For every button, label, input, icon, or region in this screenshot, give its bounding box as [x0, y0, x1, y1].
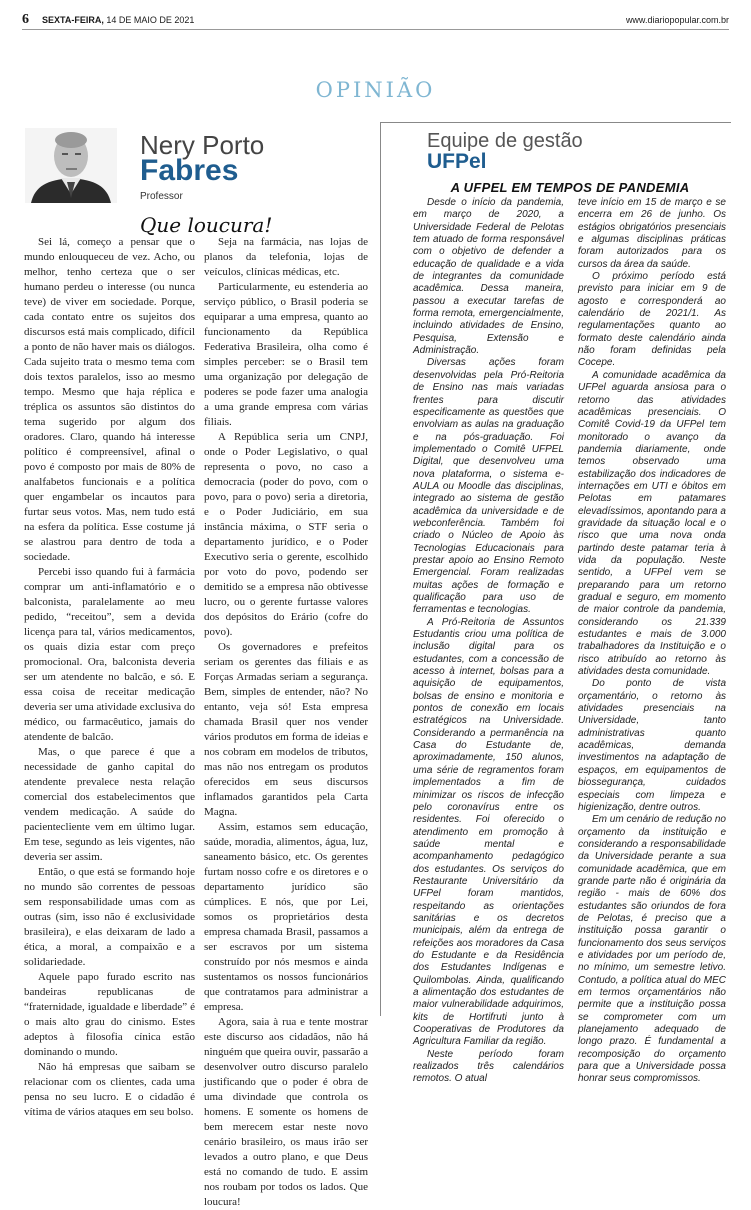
sidebar-paragraph: teve início em 15 de março e se encerra em 26 de junho. Os estágios obrigatórios presenciais e algumas disciplinas práticas foram autorizados para os cursos da área da saúde.: [578, 197, 726, 270]
article-paragraph: Agora, saia à rua e tente mostrar este discurso aos cidadãos, não há ninguém que queira ouvir, passarão a desenvolver outro discurso paralelo justificando que o poder é obra de uma divindade que controla os homens. E somente os homens de bem merecem estar neste novo cenário brasileiro, os maus irão ser levados a outro plano, e que Deus está no comando de tudo. E assim nos roubam por todos os lados. Que loucura!: [204, 1016, 368, 1208]
author-photo: [25, 128, 117, 203]
sidebar-column-2: [578, 197, 726, 1086]
sidebar-paragraph: Do ponto de vista orçamentário, o retorno às atividades presenciais na Universidade, tanto administrativas quanto acadêmicas, demanda investimentos na adaptação de espaços, em equipamentos de biossegurança, cuidados especiais com limpeza e higienização, dentre outros.: [578, 678, 726, 813]
author-first-name: Nery Porto: [140, 130, 265, 160]
article-paragraph: Aquele papo furado escrito nas bandeiras republicanas de “fraternidade, igualdade e liberdade” é o mais alto grau do cinismo. Estes adeptos à filosofia cínica estão dominando o mundo.: [24, 971, 195, 1058]
sidebar-paragraph: Em um cenário de redução no orçamento da instituição e considerando a responsabilidade da Universidade perante a sua comunidade acadêmica, que em grande parte não é originária da região - mais de 60% dos estudantes são oriundos de fora de Pelotas, é preciso que a instituição possa garantir o funcionamento dos seus serviços e atividades por um período de, no mínimo, um semestre letivo. Contudo, a política atual do MEC em termos orçamentários não permite que a instituição possa se comprometer com um planejamento adequado de longo prazo. É fundamental a recomposição do orçamento para que a Universidade possa honrar seus compromissos.: [578, 814, 726, 1085]
page-number: 6: [22, 12, 29, 27]
article-paragraph: Assim, estamos sem educação, saúde, moradia, alimentos, água, luz, saneamento básico, etc. Os gerentes furtam nosso cofre e os diretores e o departamento jurídico são cúmplices. E nós, que por Lei, somos os proprietários desta empresa chamada Brasil, passamos a ser escravos por um sistema construído por nós mesmos e ainda sustentamos os nossos funcionários que contratamos para administrar a empresa.: [204, 821, 368, 1013]
author-role: Professor: [140, 191, 183, 202]
sidebar-paragraph: Diversas ações foram desenvolvidas pela Pró-Reitoria de Ensino nas mais variadas frentes para discutir especificamente as questões que envolviam as aulas na graduação e na pós-graduação. Foi implementado o Comitê UFPEL Digital, que desenvolveu uma nova plataforma, o sistema e-AULA ou Moodle das disciplinas, integrado ao sistema de gestão acadêmica da universidade e de webconferência. Também foi criado o Núcleo de Apoio às Tecnologias Educacionais para prestar apoio ao Ensino Remoto Emergencial. Foram realizadas muitas ações de formação e qualificação para uso de ferramentas e tecnologias.: [413, 357, 564, 616]
sidebar-headline: A UFPEL EM TEMPOS DE PANDEMIA: [450, 180, 690, 195]
article-title: Que loucura!: [140, 213, 273, 237]
article-paragraph: Seja na farmácia, nas lojas de planos da telefonia, lojas de veículos, clínicas médicas, etc.: [204, 236, 368, 278]
author-last-name: Fabres: [140, 154, 239, 187]
date-text: 14 DE MAIO DE 2021: [106, 15, 195, 25]
issue-date: [42, 15, 194, 25]
article-paragraph: Sei lá, começo a pensar que o mundo enlouqueceu de vez. Acho, ou melhor, tenho certeza que o ser humano perdeu o interesse (ou nunca teve) de viver em sociedade. Porque, cada contato entre os sujeitos dos discursos está mais complicado, difícil a ponto de não haver mais os diálogos. Cada sujeito trata o mesmo tema com dois textos paralelos, isso ao mesmo tempo. Mesmo que haja réplica e tréplica os assuntos são distintos do tema sugerido por algum dos oradores. Claro, quando há interesse político é compreensível, afinal o povo é composto por mais de 80% de analfabetos funcionais e a política quer engambelar os incautos para furtar seus votos. Mas, nem tudo está na esfera da política. Esse costume já se alastrou para dentro de toda a sociedade.: [24, 236, 195, 563]
article-paragraph: Particularmente, eu estenderia ao serviço público, o Brasil poderia se equiparar a uma empresa, quanto ao funcionamento da República Federativa Brasileira, olha como é simples perceber: se o Brasil tem uma organização por delegação de poderes se pode fazer uma analogia a uma grande empresa com várias filiais.: [204, 281, 368, 428]
article-paragraph: Os governadores e prefeitos seriam os gerentes das filiais e as Forças Armadas seriam a segurança. Bem, simples de entender, não? No entanto, veja só! Esta empresa chamada Brasil quer nos vender vários produtos em forma de ideias e nos cobram em modelos de tributos, mas não nos entregam os produtos oferecidos em seus discursos inflamados garantidos pela Carta Magna.: [204, 641, 368, 818]
sidebar-paragraph: Neste período foram realizados três calendários remotos. O atual: [413, 1048, 564, 1085]
article-column-1: [24, 235, 195, 1120]
article-paragraph: Não há empresas que saibam se relacionar com os clientes, cada uma pensa no seu lucro. E o cidadão é vítima de vários ataques em seu bolso.: [24, 1061, 195, 1118]
sidebar-paragraph: A Pró-Reitoria de Assuntos Estudantis criou uma política de inclusão digital para os estudantes, com a concessão de acesso à internet, bolsas para a aquisição de equipamentos, bolsas de ensino e monitoria e pontos de conexão em locais estratégicos na Universidade. Considerando a permanência na Casa do Estudante de, aproximadamente, 150 alunos, uma série de regramentos foram implementados a fim de minimizar os riscos de infecção pelo coronavírus entre os residentes. Foi oferecido o atendimento em promoção à saúde mental e acompanhamento pedagógico dos estudantes. Os serviços do Restaurante Universitário da UFPel foram mantidos, respeitando as orientações sanitárias e os decretos municipais, além da entrega de refeições aos moradores da Casa do Estudante e da Residência dos Estudantes Indígenas e Quilombolas. Ainda, qualificando a alimentação dos estudantes de maior vulnerabilidade adquirimos, kits de Hortifruti junto à Cooperativas de Produtores da Agricultura Familiar da região.: [413, 616, 564, 1048]
sidebar-title-line2: UFPel: [427, 150, 487, 173]
article-paragraph: Mas, o que parece é que a necessidade de ganho capital do atendente prevalece nesta relação comercial dos estabelecimentos que vendem medicação. A saúde do pacientecliente vem em último lugar. Em tese, segundo as leis vigentes, não deveria ser assim.: [24, 746, 195, 863]
sidebar-paragraph: O próximo período está previsto para iniciar em 9 de agosto e corresponderá ao calendário de 2021/1. As regulamentações quanto ao formato deste calendário ainda não foram definidas pela Cocepe.: [578, 271, 726, 369]
site-url: www.diariopopular.com.br: [625, 15, 729, 25]
weekday: SEXTA-FEIRA,: [42, 15, 104, 25]
sidebar-title-line1: Equipe de gestão: [427, 130, 583, 152]
article-paragraph: Então, o que está se formando hoje no mundo são correntes de pessoas sem responsabilidade umas com as outras (sim, isso não é exclusividade brasileira), e elas deixaram de lado a ética, a moral, a compaixão e a solidariedade.: [24, 866, 195, 968]
page-header: [22, 14, 729, 30]
article-paragraph: A República seria um CNPJ, onde o Poder Legislativo, o qual representa o povo, no caso a democracia (poder do povo, com o povo, para o povo) seria a diretoria, e o Poder Judiciário, em sua instância máxima, o STF seria o departamento jurídico, e o Poder Executivo seria o gerente, escolhido por voto do povo, podendo ser demitido se a empresa não obtivesse lucro, ou o gerente furtasse valores dos depósitos do Erário (cofre do povo).: [204, 431, 368, 638]
section-title: OPINIÃO: [315, 78, 436, 102]
sidebar-paragraph: Desde o início da pandemia, em março de 2020, a Universidade Federal de Pelotas tem atuado de forma responsável com o objetivo de defender a educação de qualidade e a vida de integrantes da comunidade acadêmica. Dessa maneira, passou a executar tarefas de forma remota, emergencialmente, incluindo atividades de Ensino, Pesquisa, Extensão e Administração.: [413, 197, 564, 357]
article-paragraph: Percebi isso quando fui à farmácia comprar um anti-inflamatório e o balconista, paralelamente ao meu pedido, “receitou”, sem a devida licença para tal, vários medicamentos, os quais dizia estar com preço promocional. Ora, balconista deveria ser um atendente no balcão, e só. E essa coisa de receitar medicação deveria ser uma atividade exclusiva do médico, ou farmacêutico, jamais do atendente de balcão.: [24, 566, 195, 743]
sidebar-column-1: [413, 197, 564, 1086]
article-column-2: [204, 235, 368, 1210]
sidebar-paragraph: A comunidade acadêmica da UFPel aguarda ansiosa para o retorno das atividades acadêmicas presenciais. O Comitê Covid-19 da UFPel tem monitorado o avanço da pandemia diariamente, onde temos observado uma estabilização dos indicadores de internações em UTI e óbitos em Pelotas em patamares elevadíssimos, apontando para a gravidade da situação local e o risco que uma nova onda partindo deste patamar teria à vida da população. Neste sentido, a UFPel vem se preparando para um retorno gradual e seguro, em momento de maior controle da pandemia, considerando os 21.339 estudantes e mais de 3.000 trabalhadores da Instituição e o risco atribuído ao retorno às atividades desta comunidade.: [578, 369, 726, 678]
